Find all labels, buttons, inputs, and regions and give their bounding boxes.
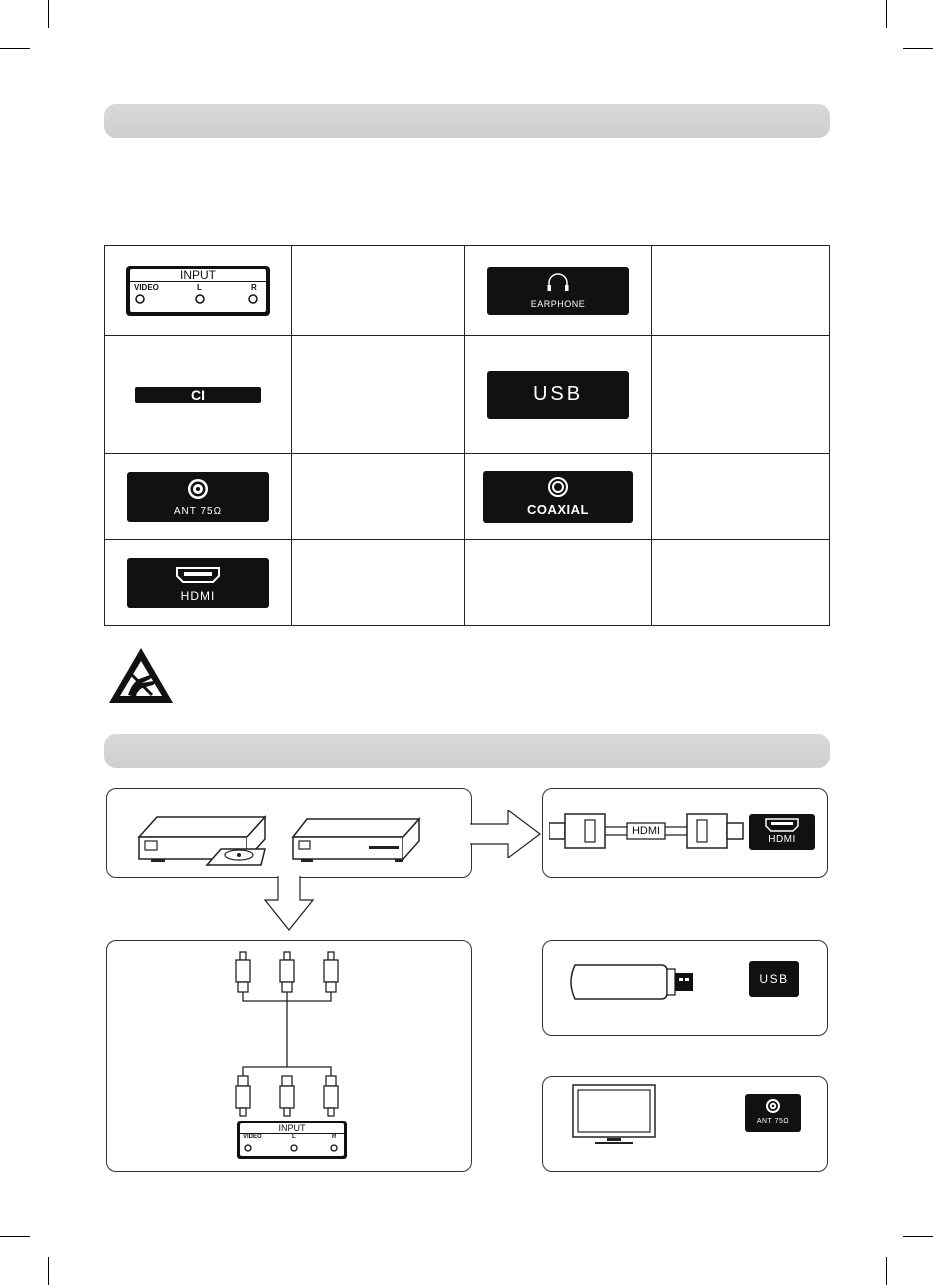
source-devices-box (106, 788, 472, 878)
port-cell-earphone (465, 246, 652, 336)
port-desc-cell (652, 454, 830, 540)
tv-icon (569, 1083, 659, 1149)
crop-mark (903, 48, 933, 49)
input-panel-small (237, 1121, 347, 1159)
input-jacks-icon (130, 293, 266, 307)
port-desc-cell (292, 540, 465, 626)
hdmi-cable-label: HDMI (631, 825, 661, 837)
input-l-label: L (292, 1134, 296, 1140)
crop-mark (48, 1257, 49, 1285)
hdmi-port-label: HDMI (768, 834, 796, 845)
section-header-bar (104, 104, 830, 138)
input-r-label: R (332, 1134, 337, 1140)
av-connection-box (106, 940, 472, 1172)
port-cell-usb (465, 336, 652, 454)
port-desc-cell (292, 246, 465, 336)
usb-panel (487, 371, 629, 419)
input-l-label: L (197, 282, 202, 292)
crop-mark (886, 1257, 887, 1285)
usb-connection-box (542, 940, 828, 1036)
crop-mark (0, 48, 30, 49)
input-video-label: VIDEO (134, 282, 159, 292)
port-desc-cell (652, 336, 830, 454)
port-cell-coaxial (465, 454, 652, 540)
ports-table (104, 245, 830, 626)
input-title: INPUT (130, 269, 266, 282)
input-title: INPUT (240, 1123, 344, 1134)
antenna-jack-icon (186, 477, 210, 501)
crop-mark (0, 1236, 30, 1237)
ci-label: CI (191, 386, 205, 403)
earphone-label: EARPHONE (530, 298, 586, 309)
earphone-panel (487, 267, 629, 315)
port-desc-cell (652, 246, 830, 336)
usb-port-panel (749, 961, 799, 997)
usb-label: USB (532, 382, 584, 405)
coaxial-panel (483, 471, 633, 523)
headphone-icon (546, 273, 570, 293)
arrow-right-icon (470, 810, 542, 858)
port-cell-ant (105, 454, 292, 540)
arrow-down-icon (264, 876, 314, 932)
hdmi-connection-box (542, 788, 828, 878)
port-desc-cell (465, 540, 652, 626)
port-cell-input (105, 246, 292, 336)
port-cell-hdmi (105, 540, 292, 626)
coaxial-jack-icon (547, 476, 569, 498)
ant-port-panel (745, 1094, 801, 1132)
hdmi-port-panel (749, 814, 815, 850)
ant-port-label: ANT 75Ω (756, 1118, 790, 1125)
port-cell-ci (105, 336, 292, 454)
coaxial-label: COAXIAL (527, 501, 589, 517)
usb-port-label: USB (759, 972, 789, 986)
antenna-jack-icon (765, 1098, 781, 1114)
usb-flash-drive-icon (565, 959, 715, 1009)
input-jacks-icon (240, 1142, 344, 1154)
crop-mark (903, 1236, 933, 1237)
port-desc-cell (292, 454, 465, 540)
antenna-connection-box (542, 1076, 828, 1172)
rca-cable-icon (219, 949, 419, 1119)
hdmi-panel (127, 558, 269, 608)
input-panel (126, 266, 270, 316)
crop-mark (886, 0, 887, 28)
hdmi-port-icon (765, 818, 799, 832)
ci-panel (135, 387, 261, 403)
dvd-and-settop-box-icon (107, 789, 467, 873)
ant-panel (127, 472, 269, 522)
input-r-label: R (251, 282, 257, 292)
crop-mark (48, 0, 49, 28)
input-video-label: VIDEO (243, 1134, 262, 1140)
esd-warning-icon (106, 645, 176, 707)
hdmi-label: HDMI (180, 588, 216, 603)
hdmi-port-icon (175, 566, 221, 584)
port-desc-cell (292, 336, 465, 454)
port-desc-cell (652, 540, 830, 626)
section-header-bar (104, 734, 830, 768)
ant-label: ANT 75Ω (173, 505, 223, 517)
